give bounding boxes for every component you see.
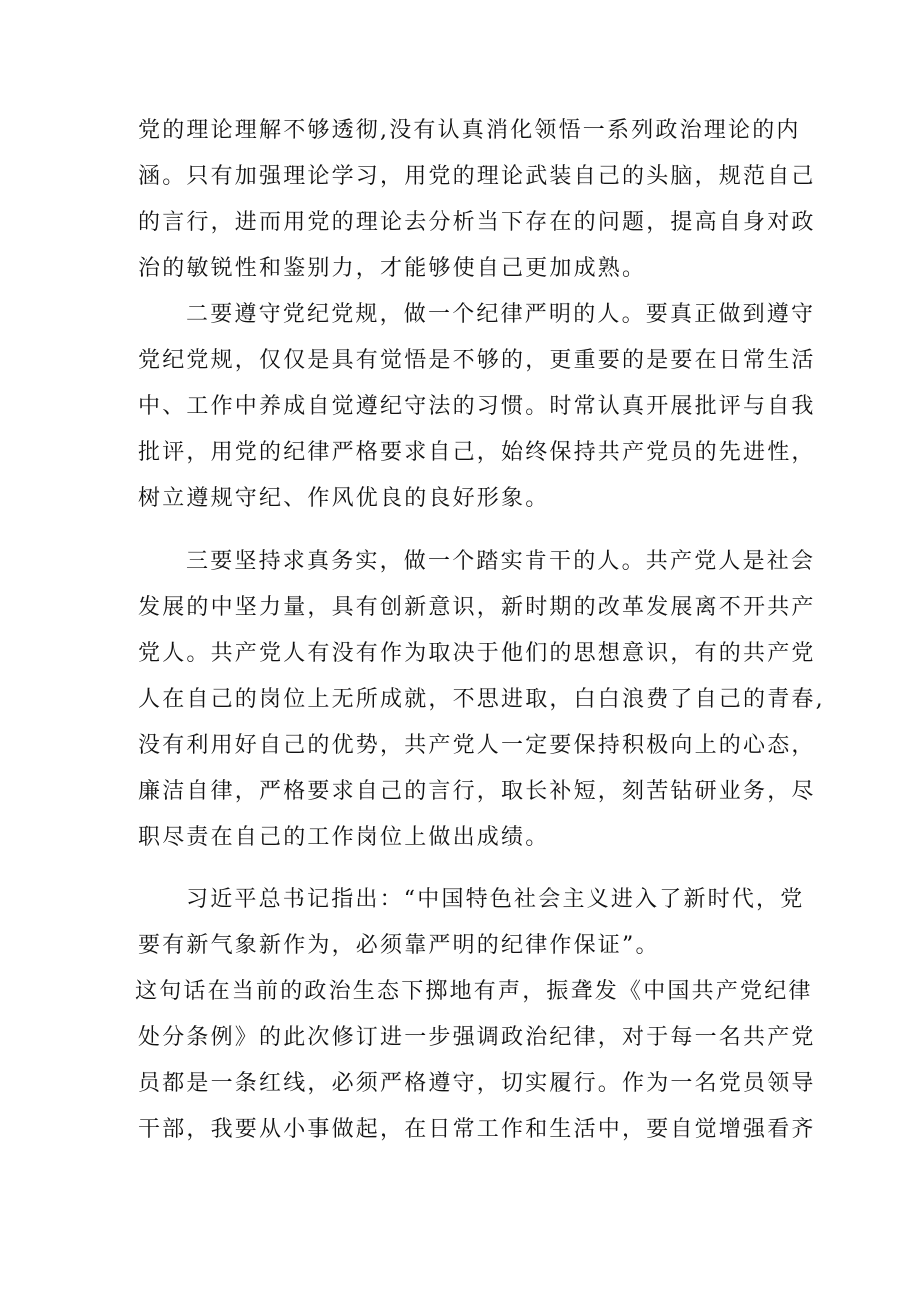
text-line: 没有利用好自己的优势，共产党人一定要保持积极向上的心态，	[138, 733, 816, 758]
text-line: 人在自己的岗位上无所成就，不思进取，白白浪费了自己的青春,	[138, 687, 825, 712]
text-line: 这句话在当前的政治生态下掷地有声，振聋发《中国共产党纪律	[135, 979, 813, 1004]
text-line: 员都是一条红线，必须严格遵守，切实履行。作为一名党员领导	[138, 1071, 816, 1096]
text-line: 树立遵规守纪、作风优良的良好形象。	[138, 486, 550, 511]
text-line: 治的敏锐性和鉴别力，才能够使自己更加成熟。	[138, 256, 647, 281]
text-line: 党纪党规，仅仅是具有觉悟是不够的，更重要的是要在日常生活	[138, 348, 816, 373]
text-line: 职尽责在自己的工作岗位上做出成绩。	[138, 825, 550, 850]
text-line: 发展的中坚力量，具有创新意识，新时期的改革发展离不开共产	[138, 595, 816, 620]
text-line: 党的理论理解不够透彻,没有认真消化领悟一系列政治理论的内	[138, 118, 801, 143]
text-line: 干部，我要从小事做起，在日常工作和生活中，要自觉增强看齐	[138, 1117, 816, 1142]
paragraph-first-line: 三要坚持求真务实，做一个踏实肯干的人。共产党人是社会	[186, 549, 816, 574]
paragraph-first-line: 习近平总书记指出：“中国特色社会主义进入了新时代，党	[186, 887, 805, 912]
text-line: 的言行，进而用党的理论去分析当下存在的问题，提高自身对政	[138, 210, 816, 235]
text-line: 中、工作中养成自觉遵纪守法的习惯。时常认真开展批评与自我	[138, 394, 816, 419]
text-line: 党人。共产党人有没有作为取决于他们的思想意识，有的共产党	[138, 641, 816, 666]
paragraph-first-line: 二要遵守党纪党规，做一个纪律严明的人。要真正做到遵守	[186, 302, 816, 327]
text-line: 批评，用党的纪律严格要求自己，始终保持共产党员的先进性，	[138, 440, 816, 465]
text-line: 廉洁自律，严格要求自己的言行，取长补短，刻苦钻研业务，尽	[138, 779, 816, 804]
text-line: 涵。只有加强理论学习，用党的理论武装自己的头脑，规范自己	[138, 164, 816, 189]
text-line: 要有新气象新作为，必须靠严明的纪律作保证”。	[138, 933, 660, 958]
text-line: 处分条例》的此次修订进一步强调政治纪律，对于每一名共产党	[138, 1025, 816, 1050]
